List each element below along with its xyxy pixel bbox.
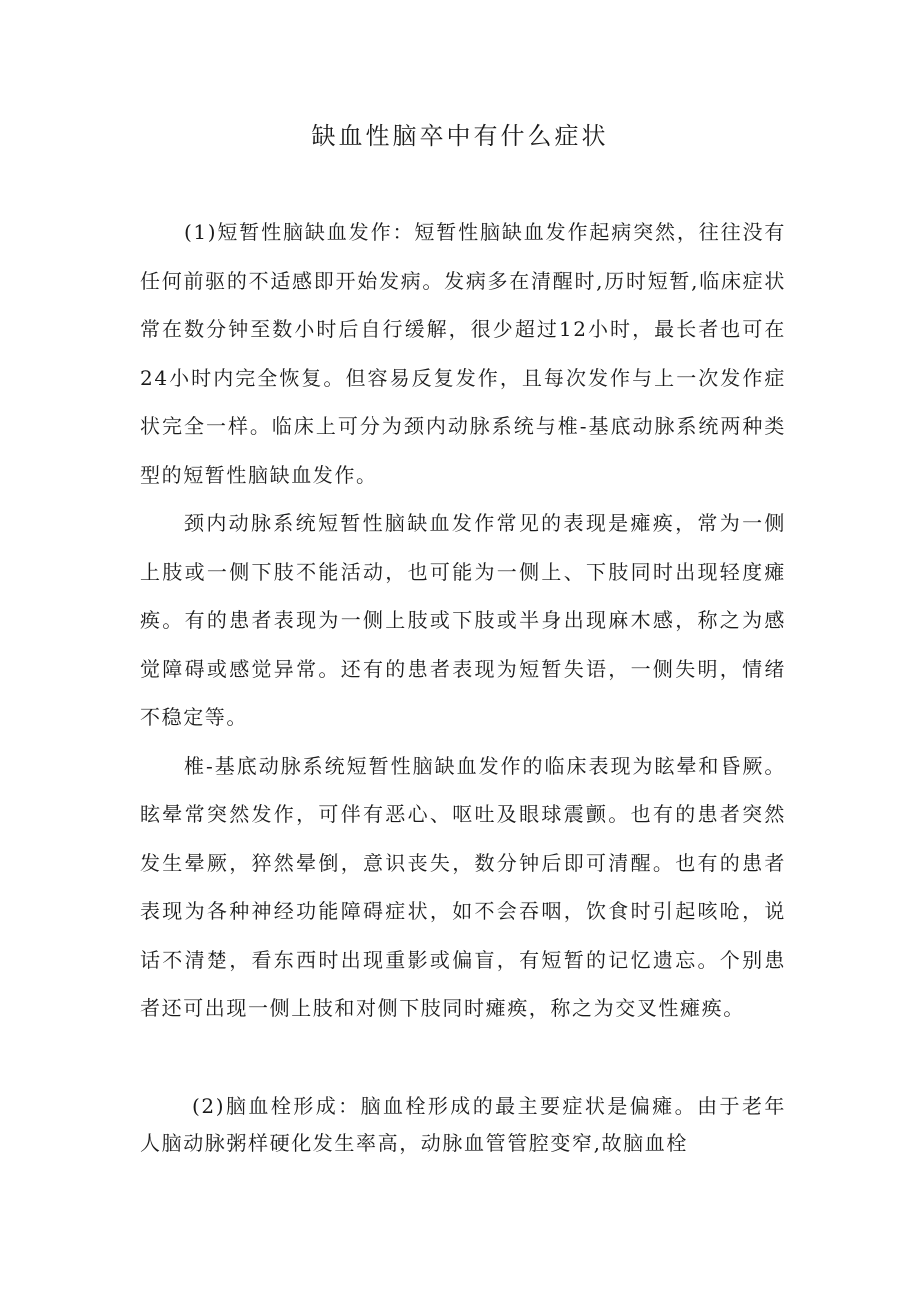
document-body-continued (140, 1088, 786, 1162)
paragraph-tia-overview: (1)短暂性脑缺血发作：短暂性脑缺血发作起病突然，往往没有任何前驱的不适感即开始发病。发病多在清醒时,历时短暂,临床症状常在数分钟至数小时后自行缓解，很少超过12小时，最长者也可在24小时内完全恢复。但容易反复发作，且每次发作与上一次发作症状完全一样。临床上可分为颈内动脉系统与椎-基底动脉系统两种类型的短暂性脑缺血发作。 (140, 220, 786, 487)
page-title: 缺血性脑卒中有什么症状 (311, 122, 609, 150)
paragraph-vertebrobasilar-tia: 椎-基底动脉系统短暂性脑缺血发作的临床表现为眩晕和昏厥。眩晕常突然发作，可伴有恶心、呕吐及眼球震颤。也有的患者突然发生晕厥，猝然晕倒，意识丧失，数分钟后即可清醒。也有的患者表现为各种神经功能障碍症状，如不会吞咽，饮食时引起咳呛，说话不清楚，看东西时出现重影或偏盲，有短暂的记忆遗忘。个别患者还可出现一侧上肢和对侧下肢同时瘫痪，称之为交叉性瘫痪。 (140, 753, 786, 1020)
paragraph-carotid-tia: 颈内动脉系统短暂性脑缺血发作常见的表现是瘫痪，常为一侧上肢或一侧下肢不能活动，也可能为一侧上、下肢同时出现轻度瘫痪。有的患者表现为一侧上肢或下肢或半身出现麻木感，称之为感觉障碍或感觉异常。还有的患者表现为短暂失语，一侧失明，情绪不稳定等。 (140, 511, 786, 729)
document-body (140, 208, 786, 1033)
paragraph-cerebral-thrombosis: (2)脑血栓形成：脑血栓形成的最主要症状是偏瘫。由于老年人脑动脉粥样硬化发生率高，动脉血管管腔变窄,故脑血栓 (140, 1094, 786, 1155)
